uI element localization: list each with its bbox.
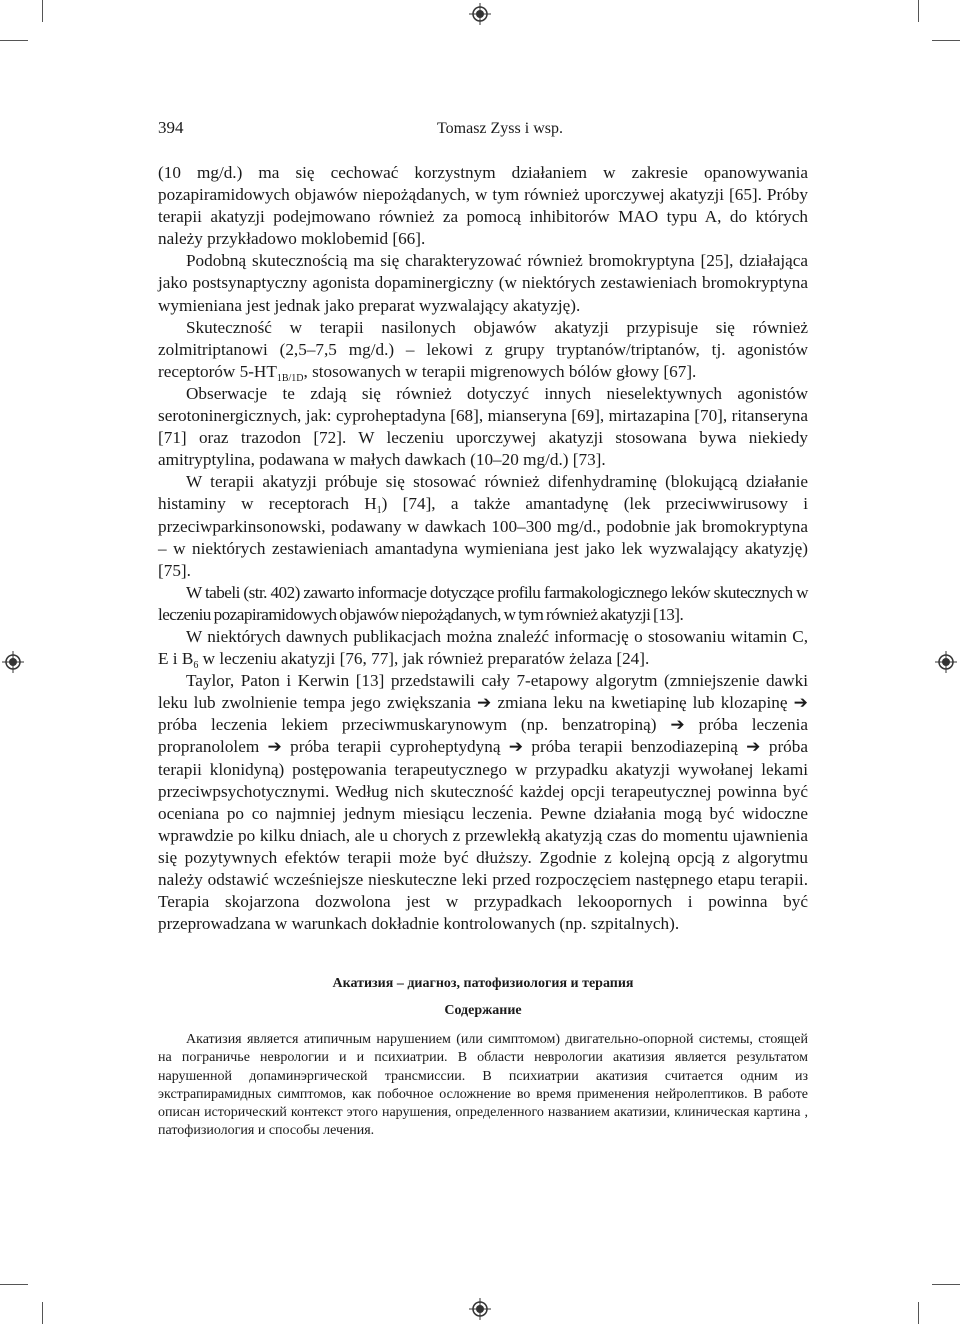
abstract-text: [158, 1031, 808, 1141]
paragraph: [158, 317, 808, 383]
crosshair-icon: [935, 651, 957, 673]
paragraph-text: w leczeniu akatyzji [76, 77], jak również preparatów żelaza [24].: [198, 649, 650, 669]
page-number: 394: [158, 118, 184, 137]
body-text: [158, 162, 808, 935]
crop-mark: [0, 1284, 28, 1285]
paragraph: W tabeli (str. 402) zawarto informacje dotyczące profilu farmakologicznego leków skutecznych w leczeniu pozapiramidowych objawów niepożądanych, w tym również akatyzji [13].: [158, 582, 808, 624]
crosshair-icon: [2, 651, 24, 673]
crop-mark: [918, 0, 919, 22]
paragraph: [158, 626, 808, 670]
crosshair-icon: [469, 3, 491, 25]
crop-mark: [42, 0, 43, 22]
paragraph: (10 mg/d.) ma się cechować korzystnym działaniem w zakresie opanowywania pozapiramidowych objawów niepożądanych, w tym również uporczywej akatyzji [65]. Próby terapii akatyzji podejmowano również za pomocą inhibitorów MAO typu A, do których należy przykładowo moklobemid [66].: [158, 163, 808, 249]
paragraph: Obserwacje te zdają się również dotyczyć innych nieselektywnych agonistów serotoninergicznych, jak: cyproheptadyna [68], mianseryna [69], mirtazapina [70], ritanseryna [71] oraz trazodon [72]. W leczeniu uporczywej akatyzji stosowana bywa niekiedy amitryptylina, podawana w małych dawkach (10–20 mg/d.) [73].: [158, 383, 808, 470]
subscript: 1B/1D: [276, 372, 304, 384]
subscript: 6: [193, 660, 199, 672]
registration-mark-right: [935, 651, 957, 673]
paragraph-text: ) [74], a także amantadynę (lek przeciwwirusowy i przeciwparkinsonowski, podawany w dawkach 100–300 mg/d., podobnie jak bromokryptyna – w niektórych zestawieniach amantadyna wymieniana jest jako lek wyzwalający akatyzję) [75].: [158, 494, 808, 580]
abstract-paragraph: Акатизия является атипичным нарушением (или симптомом) двигательно-опорной системы, стоящей на пограничье неврологии и и психиатрии. В области неврологии акатизия является результатом нарушенной допаминэргической трансмиссии. В психиатрии акатизия считается одним из экстрапирамидных симптомов, как побочное осложнение во время применения нейролептиков. В работе описан исторический контекст этого нарушения, определенного названием акатизии, клиническая картина , патофизиология и способы лечения.: [158, 1032, 808, 1139]
paragraph-text: , stosowanych w terapii migrenowych bólów głowy [67].: [303, 361, 697, 381]
abstract-title: Акатизия – диагноз, патофизиология и терапия: [332, 976, 634, 991]
abstract-subtitle: Содержание: [444, 1003, 522, 1018]
registration-mark-top: [469, 3, 491, 25]
paragraph-text: Skuteczność w terapii nasilonych objawów akatyzji przypisuje się również zolmitriptanowi (2,5–7,5 mg/d.) – lekowi z grupy tryptanów/triptanów, tj. agonistów receptorów 5-HT: [158, 317, 808, 381]
running-head: Tomasz Zyss i wsp.: [437, 120, 563, 137]
paragraph-text: W terapii akatyzji próbuje się stosować również difenhydraminę (blokującą działanie histaminy w receptorach H: [158, 472, 808, 514]
crop-mark: [0, 40, 28, 41]
subscript: 1: [376, 505, 382, 517]
registration-mark-bottom: [469, 1298, 491, 1320]
crop-mark: [932, 40, 960, 41]
crosshair-icon: [469, 1298, 491, 1320]
paragraph: [158, 471, 808, 581]
crop-mark: [918, 1302, 919, 1324]
crop-mark: [932, 1284, 960, 1285]
registration-mark-left: [2, 651, 24, 673]
paragraph: Taylor, Paton i Kerwin [13] przedstawili cały 7-etapowy algorytm (zmniejszenie dawki leku lub zwolnienie tempa jego zwiększania ➔ zmiana leku na kwetiapinę lub klozapinę ➔ próba leczenia lekiem przeciwmuskarynowym (np. benzatropiną) ➔ próba leczenia propranololem ➔ próba terapii cyproheptydyną ➔ próba terapii benzodiazepiną ➔ próba terapii klonidyną) postępowania terapeutycznego w przypadku akatyzji wywołanej lekami przeciwpsychotycznymi. Według nich skuteczność każdej opcji terapeutycznej powinna być oceniana po co najmniej jednym miesiącu leczenia. Pewne działania mogą być widoczne wprawdzie po kilku dniach, ale u chorych z przewlekłą akatyzją czas do momentu ujawnienia się pozytywnych efektów terapii może być dłuższy. Zgodnie z kolejną opcją z algorytmu należy odstawić wcześniejsze nieskuteczne leki przed rozpoczęciem następnego etapu terapii. Terapia skojarzona dozwolona jest w przypadkach lekoopornych i powinna być przeprowadzana w warunkach dokładnie kontrolowanych (np. szpitalnych).: [158, 671, 808, 934]
paragraph: Podobną skutecznością ma się charakteryzować również bromokryptyna [25], działająca jako postsynaptyczny agonista dopaminergiczny (w niektórych zestawieniach bromokryptyna wymieniana jest jednak jako preparat wyzwalający akatyzję).: [158, 251, 808, 315]
paragraph-text: W niektórych dawnych publikacjach można znaleźć informację o stosowaniu witamin C, E i B: [158, 626, 808, 669]
crop-mark: [42, 1302, 43, 1324]
